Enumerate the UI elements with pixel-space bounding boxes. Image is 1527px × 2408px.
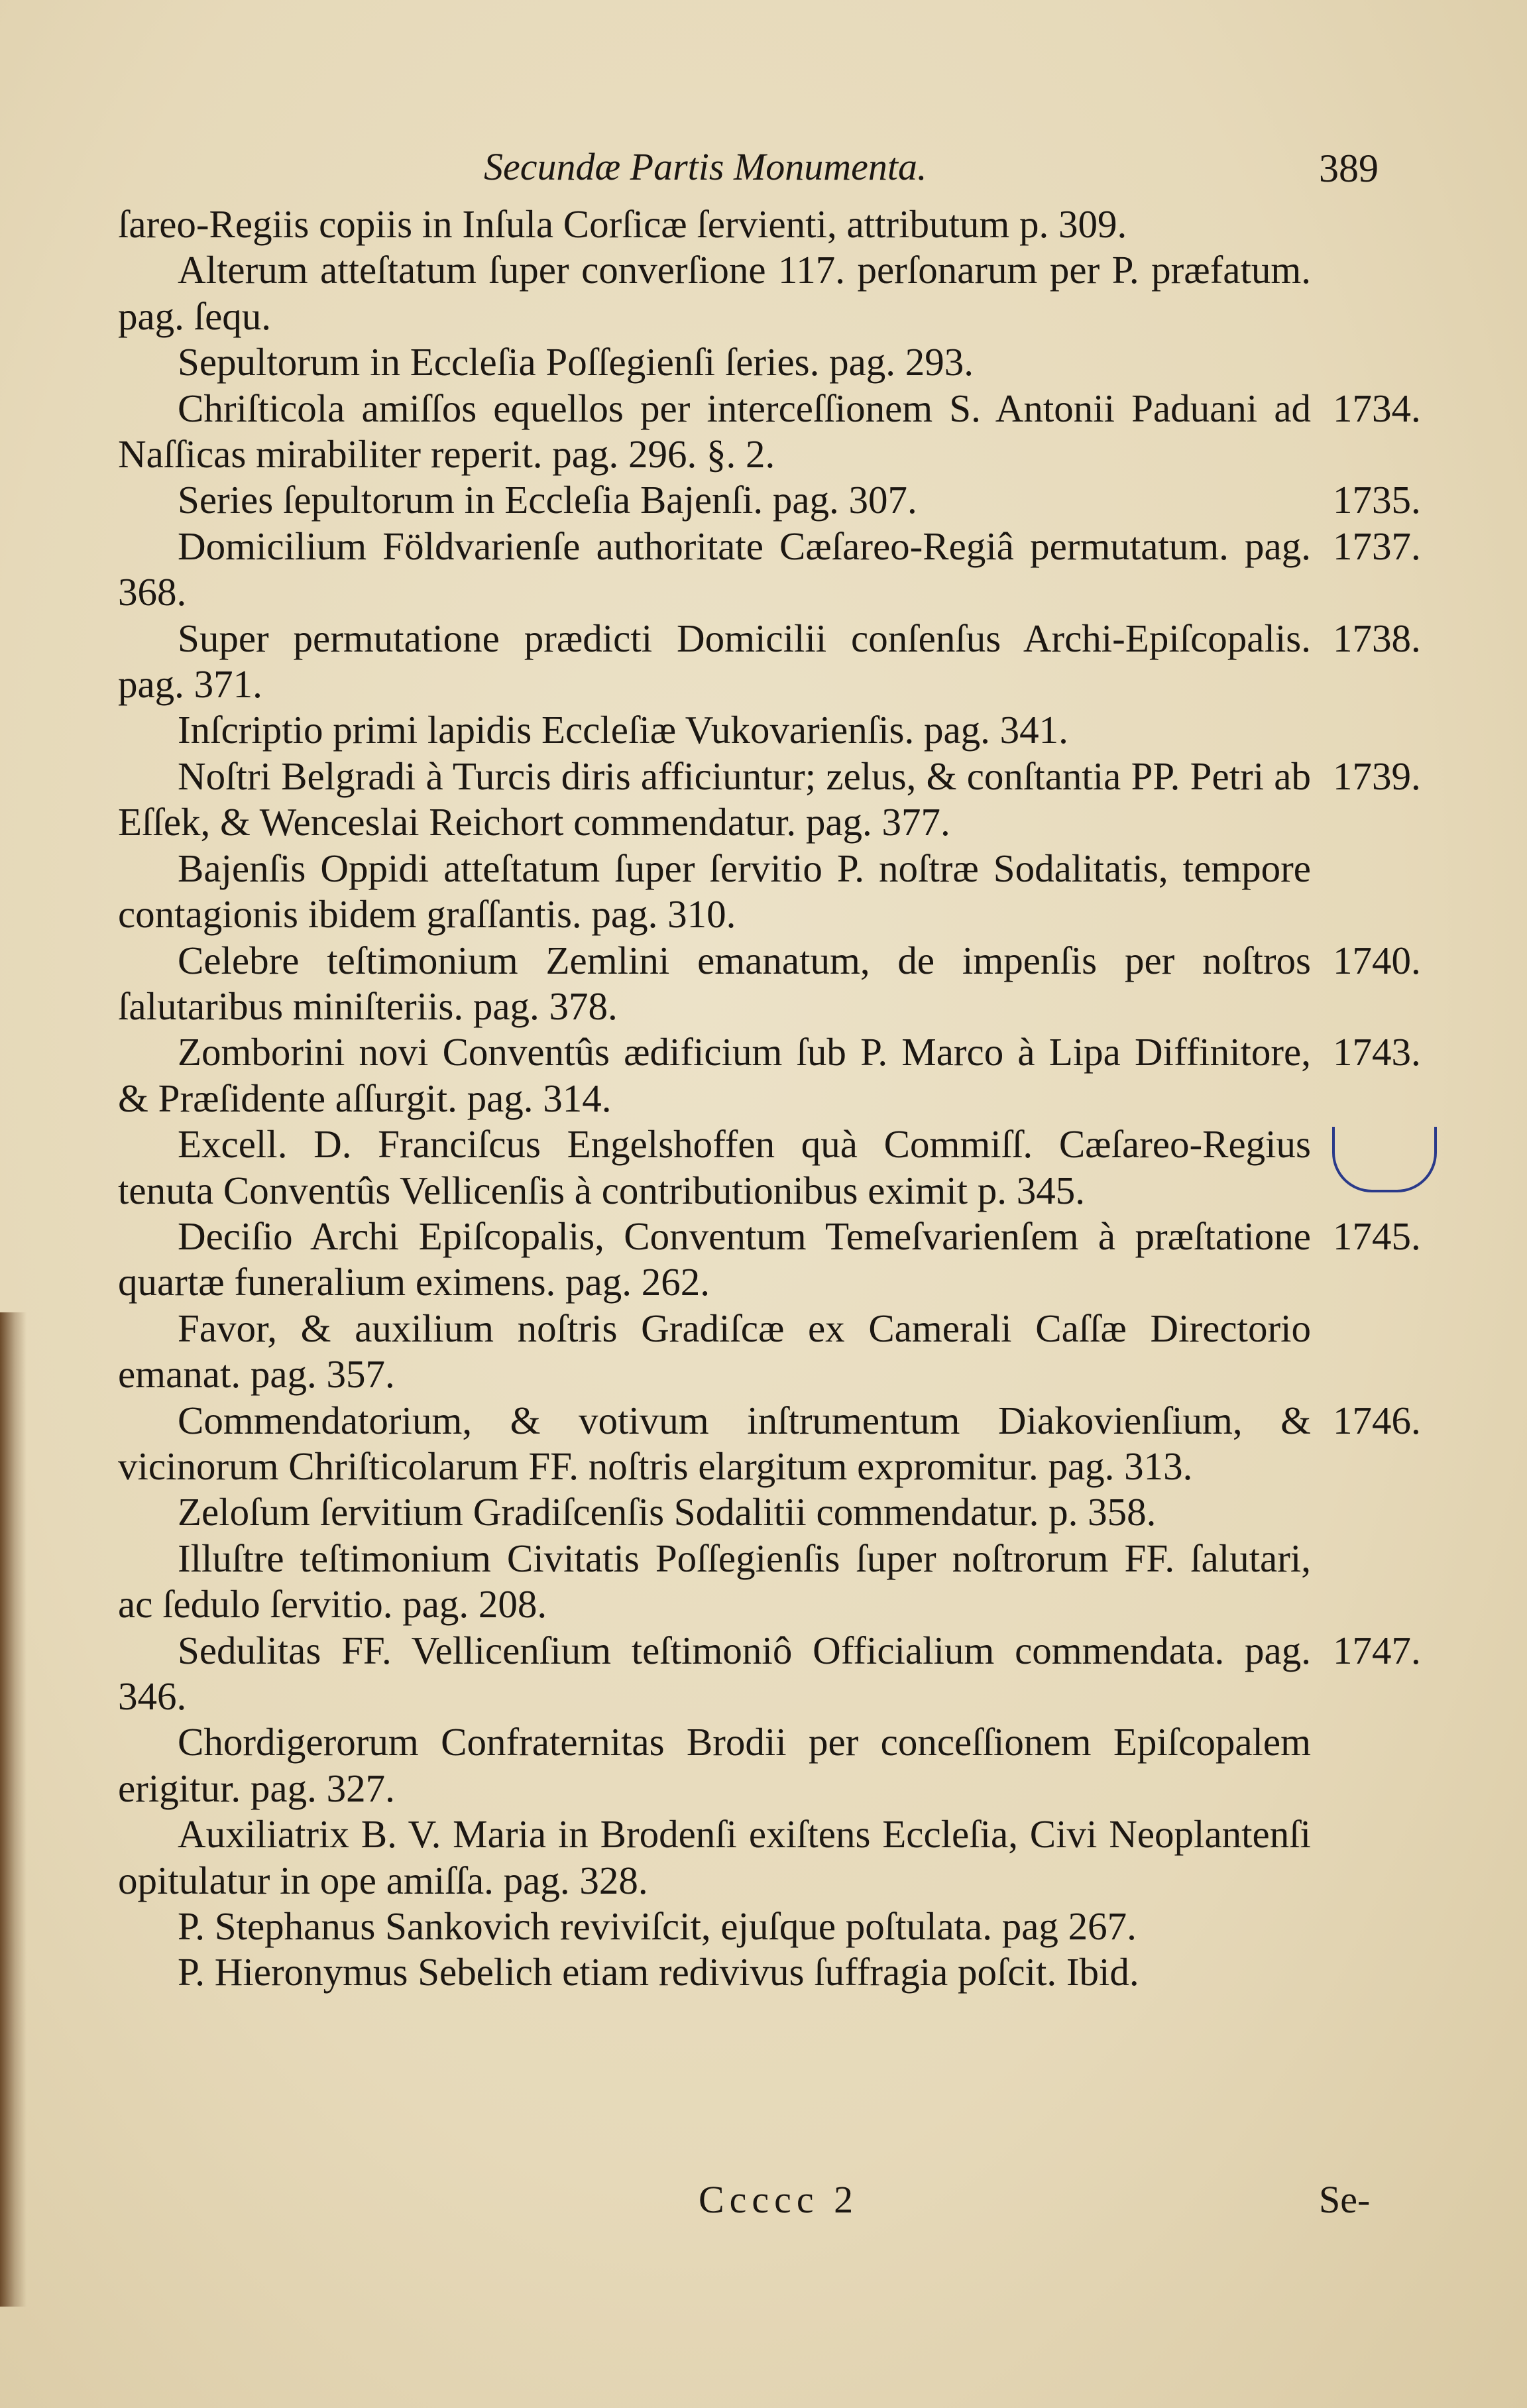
entry-year: 1747.	[1333, 1628, 1421, 1672]
index-entry	[118, 1904, 1311, 1949]
entry-text: Series ſepultorum in Eccleſia Bajenſi. pag. 307.	[178, 478, 917, 522]
catchword: Se-	[1319, 2178, 1371, 2221]
entry-text: Sepultorum in Eccleſia Poſſegienſi ſeries. pag. 293.	[178, 340, 974, 384]
entry-text: P. Stephanus Sankovich reviviſcit, ejuſque poſtulata. pag 267.	[178, 1904, 1137, 1949]
entry-year: 1735.	[1333, 478, 1421, 522]
index-entry	[118, 1949, 1311, 1995]
entry-year: 1745.	[1333, 1214, 1421, 1258]
entry-text: Celebre teſtimonium Zemlini emanatum, de impenſis per noſtros ſalutaribus miniſteriis. pag. 378.	[118, 938, 1311, 1028]
entry-text: Excell. D. Franciſcus Engelshoffen quà Commiſſ. Cæſareo-Regius tenuta Conventûs Vellicenſis à contributionibus eximit p. 345.	[118, 1122, 1311, 1212]
entry-text: Super permutatione prædicti Domicilii conſenſus Archi-Epiſcopalis. pag. 371.	[118, 616, 1311, 707]
entry-text: Favor, & auxilium noſtris Gradiſcæ ex Camerali Caſſæ Directorio emanat. pag. 357.	[118, 1306, 1311, 1397]
page-edge-stain	[0, 1312, 27, 2307]
entry-text: P. Hieronymus Sebelich etiam redivivus ſuffragia poſcit. Ibid.	[178, 1950, 1139, 1994]
entry-text: ſareo-Regiis copiis in Inſula Corſicæ ſervienti, attributum p. 309.	[118, 202, 1127, 246]
index-entry	[118, 707, 1311, 753]
index-entry	[118, 616, 1421, 708]
index-entry	[118, 938, 1421, 1030]
index-entry	[118, 1398, 1421, 1490]
text-block	[118, 201, 1421, 1996]
signature-mark: Ccccc 2	[699, 2178, 859, 2221]
index-entry	[118, 1306, 1311, 1398]
entry-year: 1738.	[1333, 616, 1421, 660]
index-entry	[118, 247, 1311, 339]
entry-text: Chriſticola amiſſos equellos per interceſſionem S. Antonii Paduani ad Naſſicas mirabiliter reperit. pag. 296. §. 2.	[118, 386, 1311, 477]
entry-text: Zomborini novi Conventûs ædificium ſub P. Marco à Lipa Diffinitore, & Præſidente aſſurgit. pag. 314.	[118, 1030, 1311, 1120]
index-entry	[118, 1811, 1311, 1904]
entry-text: Bajenſis Oppidi atteſtatum ſuper ſervitio P. noſtræ Sodalitatis, tempore contagionis ibidem graſſantis. pag. 310.	[118, 846, 1311, 937]
entry-year: 1740.	[1333, 938, 1421, 982]
entry-text: Illuſtre teſtimonium Civitatis Poſſegienſis ſuper noſtrorum FF. ſalutari, ac ſedulo ſervitio. pag. 208.	[118, 1536, 1311, 1627]
entry-text: Alterum atteſtatum ſuper converſione 117. perſonarum per P. præfatum. pag. ſequ.	[118, 248, 1311, 338]
index-entry	[118, 339, 1311, 385]
entry-year: 1746.	[1333, 1398, 1421, 1442]
running-header: Secundæ Partis Monumenta.	[484, 145, 927, 188]
entry-year: 1743.	[1333, 1030, 1421, 1074]
entry-year: 1734.	[1333, 386, 1421, 430]
index-entry	[118, 846, 1311, 938]
index-entry	[118, 1536, 1311, 1628]
index-entry	[118, 524, 1421, 616]
page-number: 389	[1319, 146, 1379, 190]
index-entry	[118, 754, 1421, 846]
index-entry	[118, 1029, 1421, 1121]
index-entry	[118, 477, 1421, 523]
index-entry	[118, 201, 1311, 247]
entry-text: Noſtri Belgradi à Turcis diris afficiuntur; zelus, & conſtantia PP. Petri ab Eſſek, & Wenceslai Reichort commendatur. pag. 377.	[118, 754, 1311, 844]
entry-year: 1737.	[1333, 524, 1421, 568]
entry-text: Auxiliatrix B. V. Maria in Brodenſi exiſtens Eccleſia, Civi Neoplantenſi opitulatur in ope amiſſa. pag. 328.	[118, 1812, 1311, 1902]
entry-text: Sedulitas FF. Vellicenſium teſtimoniô Officialium commendata. pag. 346.	[118, 1628, 1311, 1718]
index-entry	[118, 1214, 1421, 1306]
index-entry	[118, 386, 1421, 478]
entry-text: Domicilium Földvarienſe authoritate Cæſareo-Regiâ permutatum. pag. 368.	[118, 524, 1311, 614]
entry-text: Inſcriptio primi lapidis Eccleſiæ Vukovarienſis. pag. 341.	[178, 708, 1068, 752]
entry-year: 1739.	[1333, 754, 1421, 798]
index-entry	[118, 1121, 1311, 1214]
index-entry	[118, 1719, 1311, 1811]
entry-text: Commendatorium, & votivum inſtrumentum Diakovienſium, & vicinorum Chriſticolarum FF. noſtris elargitum expromitur. pag. 313.	[118, 1398, 1311, 1488]
index-entry	[118, 1489, 1311, 1535]
index-entry	[118, 1628, 1421, 1720]
entry-text: Deciſio Archi Epiſcopalis, Conventum Temeſvarienſem à præſtatione quartæ funeralium eximens. pag. 262.	[118, 1214, 1311, 1304]
ink-annotation-circle	[1332, 1127, 1437, 1192]
entry-text: Zeloſum ſervitium Gradiſcenſis Sodalitii commendatur. p. 358.	[178, 1490, 1157, 1534]
entry-text: Chordigerorum Confraternitas Brodii per conceſſionem Epiſcopalem erigitur. pag. 327.	[118, 1720, 1311, 1810]
